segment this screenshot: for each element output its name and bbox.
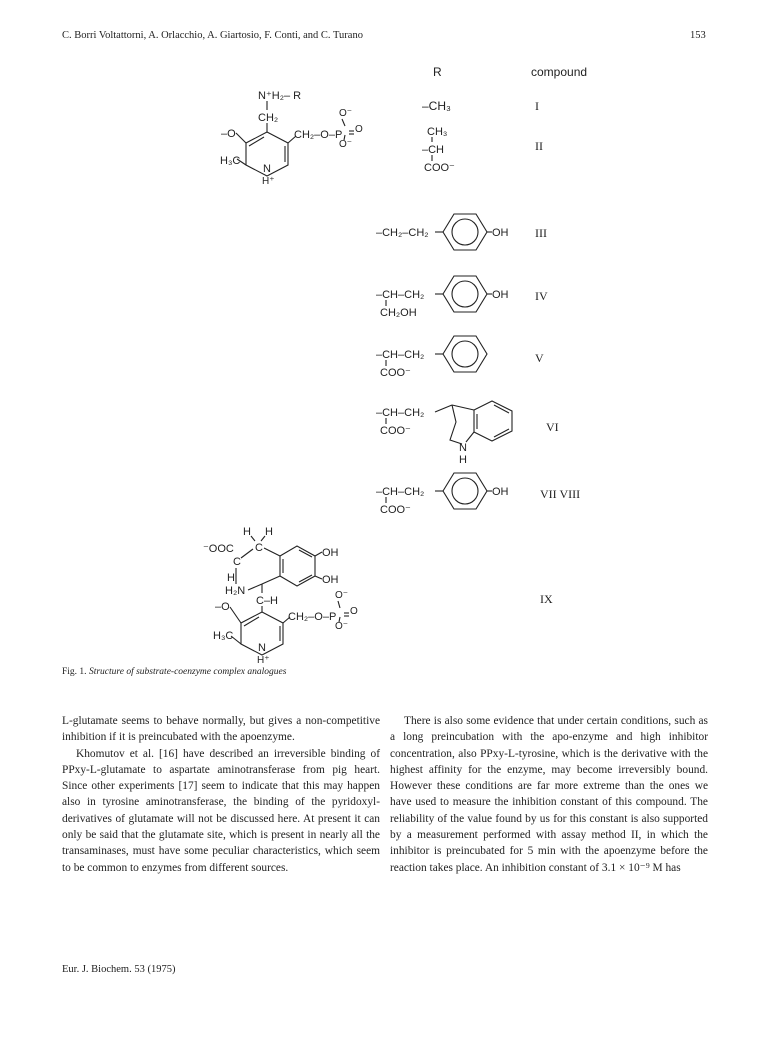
- svg-text:N: N: [258, 642, 266, 654]
- left-paragraph-2: Khomutov et al. [16] have described an irreversible binding of PPxy-L-glutamate to aspartate aminotransferase from pig heart. Since other experiments [17] seem to indicate that this may happen also in tyrosine aminotransferase, the binding of the pyridoxyl-derivatives of glutamate will not be discussed here. At present it can only be said that the glutamate site, which is present in nearly all the transaminases, must have some peculiar characteristics, which seem to be common to enzymes from different sources.: [62, 747, 380, 874]
- running-header-authors: C. Borri Voltattorni, A. Orlacchio, A. Giartosio, F. Conti, and C. Turano: [62, 30, 363, 41]
- svg-text:–O: –O: [221, 128, 236, 140]
- journal-footer: Eur. J. Biochem. 53 (1975): [62, 964, 176, 975]
- svg-text:N: N: [263, 163, 271, 175]
- r-group-V: [376, 336, 487, 379]
- svg-text:–CH₂–CH₂: –CH₂–CH₂: [376, 227, 429, 239]
- svg-text:O: O: [350, 606, 358, 617]
- svg-text:⁻OOC: ⁻OOC: [203, 543, 234, 555]
- svg-text:H₃C: H₃C: [220, 155, 241, 167]
- svg-text:H: H: [227, 572, 235, 584]
- svg-text:–CH–CH₂: –CH–CH₂: [376, 407, 425, 419]
- left-paragraph-1: L-glutamate seems to behave normally, but gives a non-competitive inhibition if it is preincubated with the apoenzyme.: [62, 715, 380, 744]
- r-group-VI: [376, 401, 512, 466]
- svg-text:H⁺: H⁺: [262, 176, 275, 187]
- svg-text:–O: –O: [215, 601, 230, 613]
- caption-text: Structure of substrate-coenzyme complex analogues: [88, 667, 287, 677]
- compound-IX-structure: [203, 526, 358, 666]
- svg-text:O⁻: O⁻: [335, 621, 349, 632]
- core-structure: [220, 90, 363, 187]
- svg-text:H₃C: H₃C: [213, 630, 234, 642]
- compound-label-IV: IV: [535, 289, 548, 303]
- compound-label-IX: IX: [540, 592, 553, 606]
- svg-text:N⁺H₂– R: N⁺H₂– R: [258, 90, 302, 102]
- svg-text:CH₂–O–P: CH₂–O–P: [288, 611, 337, 623]
- svg-text:–CH–CH₂: –CH–CH₂: [376, 289, 425, 301]
- compound-label-V: V: [535, 351, 544, 365]
- svg-text:OH: OH: [492, 289, 509, 301]
- left-column: [62, 713, 380, 876]
- r-group-VII-VIII: [376, 473, 509, 516]
- svg-text:O⁻: O⁻: [335, 590, 349, 601]
- compound-label-VI: VI: [546, 420, 559, 434]
- svg-text:CH₂OH: CH₂OH: [380, 307, 417, 319]
- caption-prefix: Fig. 1.: [62, 667, 87, 677]
- r-group-I: –CH₃: [422, 99, 451, 113]
- svg-text:CH₂: CH₂: [258, 112, 279, 124]
- svg-text:C–H: C–H: [256, 595, 279, 607]
- compound-label-II: II: [535, 139, 543, 153]
- r-group-III: [376, 214, 509, 250]
- compound-label-III: III: [535, 226, 547, 240]
- svg-text:O⁻: O⁻: [339, 108, 353, 119]
- compound-label-I: I: [535, 99, 539, 113]
- svg-text:C: C: [255, 542, 263, 554]
- svg-text:–CH–CH₂: –CH–CH₂: [376, 486, 425, 498]
- svg-text:C: C: [233, 556, 241, 568]
- svg-text:O: O: [355, 124, 363, 135]
- svg-text:H: H: [459, 454, 467, 466]
- svg-text:OH: OH: [492, 227, 509, 239]
- right-paragraph-1: There is also some evidence that under certain conditions, such as a long preincubation with the apo-enzyme and high inhibitor concentration, also PPxy-L-tyrosine, which is the derivative with the highest affinity for the enzyme, may become irreversibly bound. However these conditions are far more extreme than the ones we have used to measure the inhibition constant of this compound. The reliability of the value found by us for this constant is also supported by a measurement performed with assay method II, in which the inhibitor is preincubated for 5 min with the apoenzyme before the reaction takes place. An inhibition constant of 3.1 × 10⁻⁹ M has: [390, 715, 708, 874]
- r-group-IV: [376, 276, 509, 319]
- svg-text:H: H: [243, 526, 251, 538]
- svg-text:COO⁻: COO⁻: [380, 504, 411, 516]
- svg-text:–CH–CH₂: –CH–CH₂: [376, 349, 425, 361]
- column-header-compound: compound: [531, 65, 588, 79]
- svg-text:N: N: [459, 442, 467, 454]
- svg-text:COO⁻: COO⁻: [380, 367, 411, 379]
- right-column: [390, 713, 708, 876]
- figure-caption: [62, 667, 286, 677]
- svg-text:COO⁻: COO⁻: [424, 162, 455, 174]
- svg-text:OH: OH: [492, 486, 509, 498]
- compound-label-VII-VIII: VII VIII: [540, 487, 581, 501]
- svg-text:O⁻: O⁻: [339, 139, 353, 150]
- svg-text:CH₂–O–P: CH₂–O–P: [294, 129, 343, 141]
- svg-text:OH: OH: [322, 574, 339, 586]
- page-number: 153: [690, 30, 706, 41]
- svg-text:H: H: [265, 526, 273, 538]
- svg-text:OH: OH: [322, 547, 339, 559]
- svg-text:H₂N: H₂N: [225, 585, 246, 597]
- svg-text:COO⁻: COO⁻: [380, 425, 411, 437]
- column-header-r: R: [433, 65, 442, 79]
- svg-text:–CH: –CH: [422, 144, 445, 156]
- r-group-II: [422, 126, 455, 174]
- svg-text:CH₃: CH₃: [427, 126, 448, 138]
- svg-text:H⁺: H⁺: [257, 655, 270, 666]
